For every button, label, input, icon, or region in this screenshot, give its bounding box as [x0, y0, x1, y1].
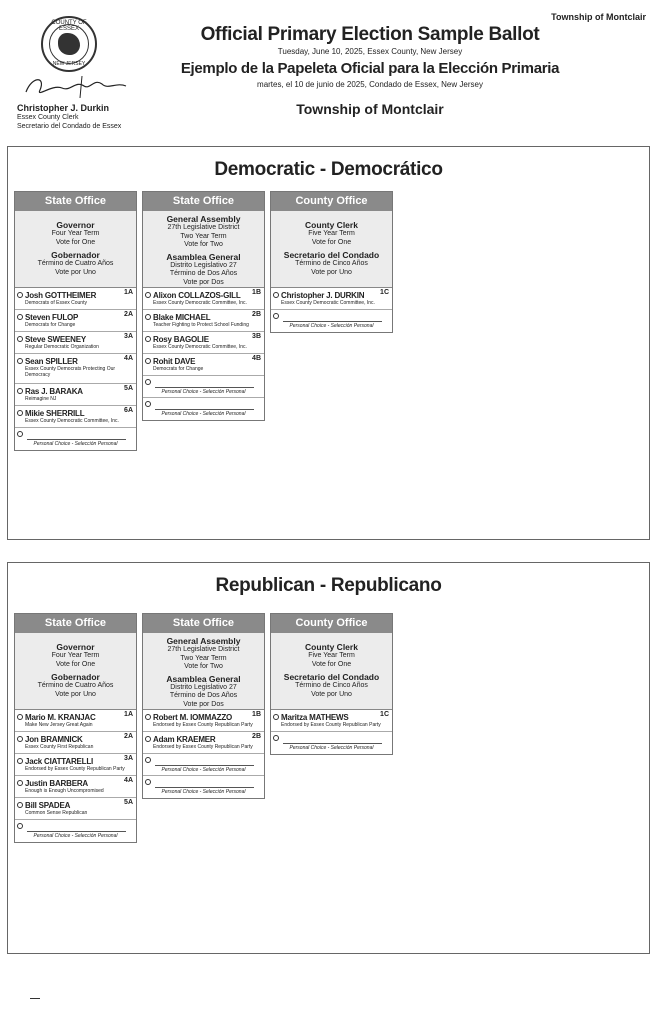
- candidate-name: Robert M. IOMMAZZO: [153, 713, 233, 722]
- office-term: Four Year Term: [51, 230, 100, 237]
- candidate-row[interactable]: [143, 732, 264, 754]
- write-in-row[interactable]: [15, 820, 136, 842]
- office-name: General Assembly: [166, 636, 241, 646]
- party-section-republican: [7, 562, 650, 954]
- ballot-position: 1A: [124, 711, 133, 718]
- township-heading: Township of Montclair: [296, 101, 444, 117]
- office-term: Five Year Term: [308, 230, 355, 237]
- write-in-row[interactable]: [143, 754, 264, 776]
- seal-lion-icon: [58, 33, 80, 55]
- vote-bubble[interactable]: [17, 336, 23, 342]
- write-in-line[interactable]: [27, 439, 126, 440]
- office-name: Governor: [56, 220, 95, 230]
- ballot-position: 2A: [124, 311, 133, 318]
- candidate-row[interactable]: [15, 776, 136, 798]
- candidate-slogan: Essex County Democrats Protecting Our Democracy: [25, 366, 116, 378]
- footer-mark: [30, 998, 40, 999]
- ballot-position: 3A: [124, 755, 133, 762]
- office-name-es: Gobernador: [51, 250, 100, 260]
- ballot-position: 4B: [252, 355, 261, 362]
- office-term-es: Término de Cinco Años: [295, 260, 368, 267]
- write-in-label: Personal Choice - Selección Personal: [161, 789, 246, 795]
- write-in-label: Personal Choice - Selección Personal: [289, 323, 374, 329]
- office-description: [15, 633, 136, 710]
- office-vote-for: Vote for Two: [184, 663, 223, 670]
- ballot-position: 2B: [252, 733, 261, 740]
- vote-bubble[interactable]: [17, 358, 23, 364]
- candidate-slogan: Essex County Democratic Committee, Inc.: [281, 300, 375, 306]
- candidate-name: Mikie SHERRILL: [25, 409, 85, 418]
- candidate-row[interactable]: [143, 288, 264, 310]
- candidate-slogan: Make New Jersey Great Again: [25, 722, 93, 728]
- candidate-slogan: Endorsed by Essex County Republican Party: [25, 766, 125, 772]
- office-description: [271, 211, 392, 288]
- office-vote-for: Vote for One: [55, 660, 96, 668]
- office-column-governor: [14, 613, 137, 843]
- clerk-title-es: Secretario del Condado de Essex: [17, 123, 122, 130]
- vote-bubble[interactable]: [17, 802, 23, 808]
- candidate-name: Jon BRAMNICK: [25, 735, 83, 744]
- office-term-es: Término de Dos Años: [169, 270, 238, 277]
- office-district: 27th Legislative District: [167, 224, 240, 231]
- candidate-row[interactable]: [271, 288, 392, 310]
- candidate-name: Mario M. KRANJAC: [25, 713, 96, 722]
- clerk-name: Christopher J. Durkin: [17, 103, 110, 113]
- vote-bubble[interactable]: [273, 292, 279, 298]
- candidate-name: Sean SPILLER: [25, 357, 78, 366]
- office-name-es: Asamblea General: [166, 673, 241, 684]
- candidate-slogan: Democrats for Change: [25, 322, 76, 328]
- office-name-es: Asamblea General: [166, 251, 241, 262]
- ballot-date-es: martes, el 10 de junio de 2025, Condado de Essex, New Jersey: [257, 80, 483, 89]
- vote-bubble[interactable]: [145, 379, 151, 385]
- vote-bubble[interactable]: [273, 735, 279, 741]
- seal-text-top: COUNTY OF ESSEX: [51, 20, 87, 32]
- ballot-position: 1C: [380, 289, 389, 296]
- office-description: [15, 211, 136, 288]
- ballot-position: 2A: [124, 733, 133, 740]
- vote-bubble[interactable]: [145, 757, 151, 763]
- party-title: Republican - Republicano: [215, 575, 442, 596]
- write-in-label: Personal Choice - Selección Personal: [33, 441, 118, 447]
- candidate-slogan: Democrats of Essex County: [25, 300, 87, 306]
- office-vote-for-es: Vote por Dos: [183, 278, 224, 286]
- ballot-position: 3A: [124, 333, 133, 340]
- office-vote-for-es: Vote por Dos: [183, 700, 224, 708]
- vote-bubble[interactable]: [17, 431, 23, 437]
- candidate-row[interactable]: [143, 310, 264, 332]
- vote-bubble[interactable]: [273, 714, 279, 720]
- candidate-row[interactable]: [15, 354, 136, 384]
- write-in-row[interactable]: [143, 398, 264, 420]
- column-header: State Office: [15, 192, 136, 211]
- candidate-name: Jack CIATTARELLI: [25, 757, 94, 766]
- candidate-slogan: Essex County Democratic Committee, Inc.: [153, 344, 247, 350]
- candidate-row[interactable]: [15, 384, 136, 406]
- office-term-es: Término de Cuatro Años: [37, 260, 114, 267]
- candidate-row[interactable]: [15, 798, 136, 820]
- write-in-line[interactable]: [155, 409, 254, 410]
- ballot-title-es: Ejemplo de la Papeleta Oficial para la Elección Primaria: [180, 60, 560, 77]
- office-description: [271, 633, 392, 710]
- vote-bubble[interactable]: [273, 313, 279, 319]
- office-name: County Clerk: [305, 220, 358, 230]
- vote-bubble[interactable]: [17, 758, 23, 764]
- office-description: [143, 633, 264, 710]
- write-in-row[interactable]: [143, 776, 264, 798]
- office-term-es: Término de Cuatro Años: [37, 682, 114, 689]
- office-vote-for-es: Vote por Uno: [311, 690, 352, 698]
- party-title: Democratic - Democrático: [214, 159, 443, 180]
- write-in-line[interactable]: [283, 743, 382, 744]
- write-in-label: Personal Choice - Selección Personal: [161, 767, 246, 773]
- candidate-slogan: Endorsed by Essex County Republican Party: [281, 722, 381, 728]
- vote-bubble[interactable]: [145, 336, 151, 342]
- office-column-governor: [14, 191, 137, 451]
- write-in-label: Personal Choice - Selección Personal: [289, 745, 374, 751]
- write-in-line[interactable]: [27, 831, 126, 832]
- party-section-democratic: [7, 146, 650, 540]
- ballot-position: 1B: [252, 711, 261, 718]
- candidate-row[interactable]: [15, 754, 136, 776]
- office-term-es: Término de Cinco Años: [295, 682, 368, 689]
- candidate-slogan: Democrats for Change: [153, 366, 204, 372]
- candidate-name: Justin BARBERA: [25, 779, 88, 788]
- candidate-name: Rosy BAGOLIE: [153, 335, 209, 344]
- township-top-label: Township of Montclair: [551, 12, 646, 22]
- candidate-name: Ras J. BARAKA: [25, 387, 83, 396]
- candidate-row[interactable]: [15, 732, 136, 754]
- office-column-county-clerk: [270, 613, 393, 755]
- vote-bubble[interactable]: [145, 358, 151, 364]
- candidate-row[interactable]: [143, 710, 264, 732]
- write-in-row[interactable]: [271, 732, 392, 754]
- column-header: County Office: [271, 192, 392, 211]
- office-term: Two Year Term: [180, 654, 227, 662]
- office-vote-for-es: Vote por Uno: [55, 268, 96, 276]
- vote-bubble[interactable]: [17, 314, 23, 320]
- ballot-position: 3B: [252, 333, 261, 340]
- candidate-slogan: Endorsed by Essex County Republican Party: [153, 744, 253, 750]
- ballot-date-en: Tuesday, June 10, 2025, Essex County, New Jersey: [277, 47, 463, 56]
- clerk-title: Essex County Clerk: [17, 114, 79, 121]
- ballot-position: 1A: [124, 289, 133, 296]
- clerk-signature-icon: [22, 74, 132, 100]
- candidate-row[interactable]: [15, 288, 136, 310]
- office-name-es: Secretario del Condado: [283, 672, 380, 682]
- candidate-slogan: Essex County Democratic Committee, Inc.: [25, 418, 119, 424]
- office-column-general-assembly: [142, 191, 265, 421]
- column-header: State Office: [143, 614, 264, 633]
- county-seal: [41, 16, 97, 72]
- vote-bubble[interactable]: [17, 292, 23, 298]
- candidate-name: Bill SPADEA: [25, 801, 71, 810]
- vote-bubble[interactable]: [17, 388, 23, 394]
- column-header: State Office: [15, 614, 136, 633]
- ballot-position: 6A: [124, 407, 133, 414]
- ballot-position: 5A: [124, 385, 133, 392]
- candidate-slogan: Endorsed by Essex County Republican Party: [153, 722, 253, 728]
- candidate-name: Alixon COLLAZOS-GILL: [153, 291, 241, 300]
- office-name-es: Gobernador: [51, 672, 100, 682]
- candidate-slogan: Regular Democratic Organization: [25, 344, 99, 350]
- office-district: 27th Legislative District: [167, 646, 240, 653]
- office-district-es: Distrito Legislativo 27: [170, 261, 237, 269]
- candidate-row[interactable]: [271, 710, 392, 732]
- candidate-slogan: Enough is Enough Uncompromised: [25, 788, 104, 794]
- office-term: Four Year Term: [51, 652, 100, 659]
- vote-bubble[interactable]: [17, 714, 23, 720]
- write-in-line[interactable]: [283, 321, 382, 322]
- office-column-general-assembly: [142, 613, 265, 799]
- ballot-title-en: Official Primary Election Sample Ballot: [200, 24, 540, 45]
- ballot-position: 1C: [380, 711, 389, 718]
- vote-bubble[interactable]: [17, 410, 23, 416]
- office-name-es: Secretario del Condado: [283, 250, 380, 260]
- office-term-es: Término de Dos Años: [169, 692, 238, 699]
- candidate-slogan: Essex County Democratic Committee, Inc.: [153, 300, 247, 306]
- office-column-county-clerk: [270, 191, 393, 333]
- write-in-row[interactable]: [143, 376, 264, 398]
- ballot-position: 4A: [124, 777, 133, 784]
- candidate-name: Adam KRAEMER: [153, 735, 216, 744]
- office-description: [143, 211, 264, 288]
- candidate-name: Christopher J. DURKIN: [281, 291, 365, 300]
- write-in-line[interactable]: [155, 787, 254, 788]
- ballot-position: 2B: [252, 311, 261, 318]
- vote-bubble[interactable]: [145, 314, 151, 320]
- candidate-row[interactable]: [143, 354, 264, 376]
- write-in-label: Personal Choice - Selección Personal: [33, 833, 118, 839]
- write-in-line[interactable]: [155, 765, 254, 766]
- write-in-label: Personal Choice - Selección Personal: [161, 389, 246, 395]
- candidate-slogan: Essex County First Republican: [25, 744, 94, 750]
- office-name: General Assembly: [166, 214, 241, 224]
- office-district-es: Distrito Legislativo 27: [170, 683, 237, 691]
- ballot-position: 5A: [124, 799, 133, 806]
- office-vote-for: Vote for Two: [184, 241, 223, 248]
- office-vote-for: Vote for One: [311, 660, 352, 668]
- office-vote-for: Vote for One: [311, 238, 352, 246]
- candidate-name: Blake MICHAEL: [153, 313, 211, 322]
- candidate-name: Maritza MATHEWS: [281, 713, 349, 722]
- vote-bubble[interactable]: [145, 714, 151, 720]
- write-in-row[interactable]: [271, 310, 392, 332]
- vote-bubble[interactable]: [145, 736, 151, 742]
- candidate-row[interactable]: [143, 332, 264, 354]
- candidate-name: Josh GOTTHEIMER: [25, 291, 97, 300]
- seal-text-bottom: NEW JERSEY: [52, 61, 86, 67]
- candidate-name: Rohit DAVE: [153, 357, 196, 366]
- office-name: Governor: [56, 642, 95, 652]
- office-vote-for-es: Vote por Uno: [311, 268, 352, 276]
- vote-bubble[interactable]: [17, 736, 23, 742]
- office-vote-for: Vote for One: [55, 238, 96, 246]
- office-term: Five Year Term: [308, 652, 355, 659]
- vote-bubble[interactable]: [145, 292, 151, 298]
- ballot-position: 4A: [124, 355, 133, 362]
- candidate-row[interactable]: [15, 710, 136, 732]
- office-name: County Clerk: [305, 642, 358, 652]
- vote-bubble[interactable]: [17, 780, 23, 786]
- candidate-row[interactable]: [15, 310, 136, 332]
- office-vote-for-es: Vote por Uno: [55, 690, 96, 698]
- column-header: County Office: [271, 614, 392, 633]
- write-in-row[interactable]: [15, 428, 136, 450]
- write-in-line[interactable]: [155, 387, 254, 388]
- candidate-name: Steve SWEENEY: [25, 335, 86, 344]
- vote-bubble[interactable]: [145, 401, 151, 407]
- office-term: Two Year Term: [180, 232, 227, 240]
- candidate-row[interactable]: [15, 406, 136, 428]
- column-header: State Office: [143, 192, 264, 211]
- vote-bubble[interactable]: [145, 779, 151, 785]
- ballot-position: 1B: [252, 289, 261, 296]
- candidate-slogan: Teacher Fighting to Protect School Funding: [153, 322, 249, 328]
- candidate-name: Steven FULOP: [25, 313, 79, 322]
- candidate-row[interactable]: [15, 332, 136, 354]
- vote-bubble[interactable]: [17, 823, 23, 829]
- candidate-slogan: Common Sense Republican: [25, 810, 88, 816]
- candidate-slogan: Reimagine NJ: [25, 396, 57, 402]
- write-in-label: Personal Choice - Selección Personal: [161, 411, 246, 417]
